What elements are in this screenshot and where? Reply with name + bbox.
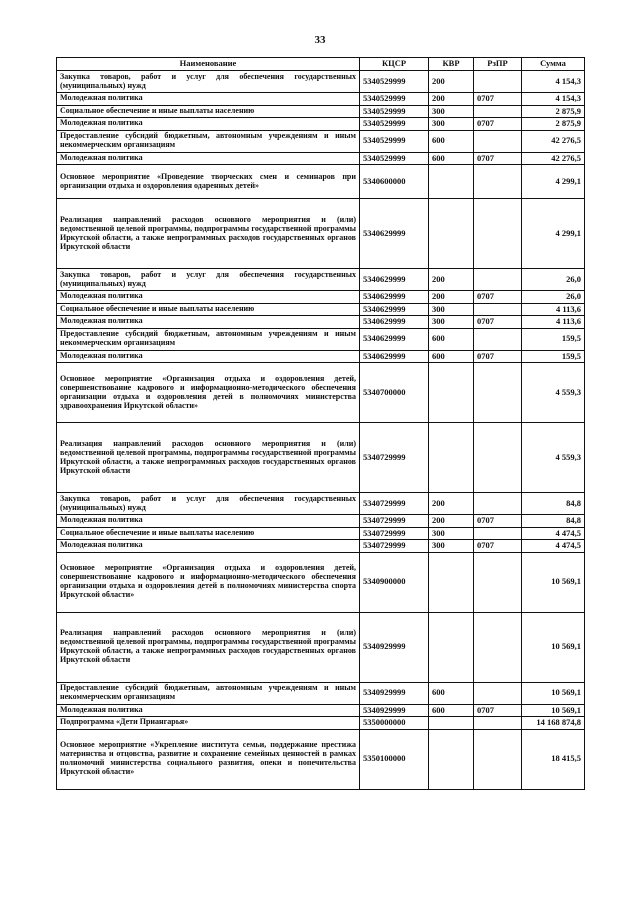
cell-rzpr: 0707 [474,350,522,363]
cell-name: Закупка товаров, работ и услуг для обеспечения государственных (муниципальных) нужд [57,269,360,291]
cell-rzpr: 0707 [474,291,522,304]
cell-name: Основное мероприятие «Проведение творческих смен и семинаров при организации отдыха и оздоровления одаренных детей» [57,165,360,199]
cell-sum: 4 154,3 [522,93,585,106]
cell-rzpr: 0707 [474,515,522,528]
cell-rzpr [474,552,522,612]
cell-kvr: 200 [429,71,474,93]
cell-kvr [429,165,474,199]
cell-name: Молодежная политика [57,350,360,363]
cell-kcsr: 5340729999 [360,493,429,515]
cell-kcsr: 5340929999 [360,682,429,704]
table-row [57,199,585,269]
cell-name: Предоставление субсидий бюджетным, автономным учреждениям и иным некоммерческим организациям [57,682,360,704]
cell-name: Предоставление субсидий бюджетным, автономным учреждениям и иным некоммерческим организациям [57,328,360,350]
cell-sum: 10 569,1 [522,612,585,682]
header-name: Наименование [57,58,360,71]
cell-sum: 159,5 [522,328,585,350]
cell-name: Реализация направлений расходов основного мероприятия и (или) ведомственной целевой программы, подпрограммы государственной программы Иркутской области, а также непрограммных расходов государственных органов Иркутской области [57,423,360,493]
cell-rzpr [474,105,522,118]
cell-kvr: 200 [429,93,474,106]
cell-kvr: 300 [429,540,474,553]
cell-sum: 14 168 874,8 [522,717,585,730]
cell-sum: 84,8 [522,515,585,528]
cell-name: Молодежная политика [57,704,360,717]
cell-sum: 4 113,6 [522,316,585,329]
cell-kvr: 200 [429,269,474,291]
cell-name: Предоставление субсидий бюджетным, автономным учреждениям и иным некоммерческим организациям [57,130,360,152]
header-sum: Сумма [522,58,585,71]
table-row [57,682,585,704]
cell-kcsr: 5340629999 [360,303,429,316]
cell-rzpr [474,328,522,350]
cell-rzpr [474,729,522,789]
page-number: 33 [314,34,326,46]
cell-kcsr: 5340529999 [360,71,429,93]
cell-name: Социальное обеспечение и иные выплаты населению [57,527,360,540]
cell-name: Закупка товаров, работ и услуг для обеспечения государственных (муниципальных) нужд [57,71,360,93]
cell-kcsr: 5350100000 [360,729,429,789]
cell-sum: 10 569,1 [522,552,585,612]
table-header-row [57,58,585,71]
cell-name: Основное мероприятие «Организация отдыха и оздоровления детей, совершенствование кадрового и информационно-методического обеспечения организации отдыха и оздоровления детей в полномочиях министерства спорта Иркутской области» [57,552,360,612]
cell-rzpr [474,612,522,682]
table-row [57,704,585,717]
cell-kcsr: 5340929999 [360,704,429,717]
table-row [57,105,585,118]
cell-rzpr [474,303,522,316]
cell-rzpr: 0707 [474,152,522,165]
cell-kvr: 600 [429,682,474,704]
cell-kcsr: 5340529999 [360,105,429,118]
cell-sum: 42 276,5 [522,130,585,152]
cell-rzpr [474,165,522,199]
table-body [57,71,585,790]
cell-kcsr: 5340529999 [360,130,429,152]
table-row [57,152,585,165]
cell-kcsr: 5340700000 [360,363,429,423]
table-row [57,93,585,106]
cell-kcsr: 5340600000 [360,165,429,199]
cell-rzpr [474,423,522,493]
cell-sum: 4 474,5 [522,540,585,553]
cell-sum: 10 569,1 [522,704,585,717]
cell-sum: 2 875,9 [522,118,585,131]
cell-kvr [429,717,474,730]
cell-sum: 18 415,5 [522,729,585,789]
cell-kvr [429,729,474,789]
cell-kvr [429,423,474,493]
cell-rzpr [474,682,522,704]
cell-name: Подпрограмма «Дети Приангарья» [57,717,360,730]
cell-name: Основное мероприятие «Укрепление института семьи, поддержание престижа материнства и отцовства, развитие и сохранение семейных ценностей в рамках полномочий министерства социального развития, опеки и попечительства Иркутской области» [57,729,360,789]
cell-kvr: 200 [429,493,474,515]
cell-kvr: 300 [429,316,474,329]
table-row [57,612,585,682]
cell-kvr: 600 [429,152,474,165]
table-row [57,363,585,423]
cell-kcsr: 5340729999 [360,515,429,528]
cell-kcsr: 5340900000 [360,552,429,612]
cell-sum: 26,0 [522,269,585,291]
cell-name: Основное мероприятие «Организация отдыха и оздоровления детей, совершенствование кадрового и информационно-методического обеспечения организации отдыха и оздоровления детей в полномочиях министерства здравоохранения Иркутской области» [57,363,360,423]
cell-kcsr: 5340629999 [360,291,429,304]
cell-sum: 4 154,3 [522,71,585,93]
cell-rzpr [474,269,522,291]
table-row [57,423,585,493]
cell-rzpr [474,363,522,423]
cell-kvr: 200 [429,291,474,304]
table-row [57,515,585,528]
cell-kcsr: 5340529999 [360,93,429,106]
cell-kcsr: 5340929999 [360,612,429,682]
table-row [57,328,585,350]
header-kvr: КВР [429,58,474,71]
cell-kvr [429,199,474,269]
table-row [57,303,585,316]
cell-rzpr [474,493,522,515]
cell-name: Молодежная политика [57,118,360,131]
cell-rzpr: 0707 [474,118,522,131]
cell-kvr: 600 [429,130,474,152]
cell-sum: 84,8 [522,493,585,515]
table-row [57,717,585,730]
cell-name: Закупка товаров, работ и услуг для обеспечения государственных (муниципальных) нужд [57,493,360,515]
cell-sum: 4 113,6 [522,303,585,316]
cell-sum: 2 875,9 [522,105,585,118]
cell-kcsr: 5340629999 [360,316,429,329]
cell-kcsr: 5340529999 [360,118,429,131]
cell-kvr: 300 [429,105,474,118]
cell-kcsr: 5340729999 [360,423,429,493]
cell-name: Молодежная политика [57,540,360,553]
cell-name: Молодежная политика [57,152,360,165]
table-row [57,540,585,553]
cell-kcsr: 5340729999 [360,527,429,540]
cell-rzpr: 0707 [474,93,522,106]
table-row [57,291,585,304]
cell-name: Реализация направлений расходов основного мероприятия и (или) ведомственной целевой программы, подпрограммы государственной программы Иркутской области, а также непрограммных расходов государственных органов Иркутской области [57,199,360,269]
table-row [57,493,585,515]
cell-sum: 26,0 [522,291,585,304]
cell-sum: 4 559,3 [522,363,585,423]
cell-kcsr: 5340629999 [360,199,429,269]
cell-sum: 10 569,1 [522,682,585,704]
cell-kvr: 600 [429,704,474,717]
cell-rzpr [474,130,522,152]
cell-kvr: 300 [429,303,474,316]
cell-kvr: 300 [429,118,474,131]
table-row [57,729,585,789]
cell-kvr: 300 [429,527,474,540]
cell-rzpr [474,527,522,540]
cell-kvr [429,612,474,682]
cell-name: Реализация направлений расходов основного мероприятия и (или) ведомственной целевой программы, подпрограммы государственной программы Иркутской области, а также непрограммных расходов государственных органов Иркутской области [57,612,360,682]
cell-name: Социальное обеспечение и иные выплаты населению [57,105,360,118]
table-row [57,316,585,329]
cell-sum: 4 299,1 [522,165,585,199]
cell-kcsr: 5340529999 [360,152,429,165]
header-rzpr: РзПР [474,58,522,71]
budget-table [56,57,585,790]
table-row [57,130,585,152]
cell-rzpr: 0707 [474,704,522,717]
cell-rzpr [474,199,522,269]
cell-kvr [429,363,474,423]
table-row [57,552,585,612]
table-row [57,269,585,291]
cell-kcsr: 5340629999 [360,328,429,350]
cell-rzpr: 0707 [474,540,522,553]
cell-rzpr [474,717,522,730]
cell-name: Молодежная политика [57,316,360,329]
table-row [57,527,585,540]
cell-kvr: 200 [429,515,474,528]
cell-rzpr: 0707 [474,316,522,329]
cell-kcsr: 5350000000 [360,717,429,730]
cell-sum: 4 559,3 [522,423,585,493]
table-row [57,350,585,363]
cell-name: Социальное обеспечение и иные выплаты населению [57,303,360,316]
cell-sum: 42 276,5 [522,152,585,165]
cell-sum: 159,5 [522,350,585,363]
cell-kcsr: 5340629999 [360,269,429,291]
cell-kcsr: 5340629999 [360,350,429,363]
cell-kcsr: 5340729999 [360,540,429,553]
header-kcsr: КЦСР [360,58,429,71]
cell-kvr: 600 [429,350,474,363]
cell-sum: 4 474,5 [522,527,585,540]
table-row [57,165,585,199]
cell-kvr [429,552,474,612]
cell-name: Молодежная политика [57,291,360,304]
cell-sum: 4 299,1 [522,199,585,269]
cell-name: Молодежная политика [57,93,360,106]
cell-kvr: 600 [429,328,474,350]
table-row [57,118,585,131]
cell-name: Молодежная политика [57,515,360,528]
cell-rzpr [474,71,522,93]
table-row [57,71,585,93]
